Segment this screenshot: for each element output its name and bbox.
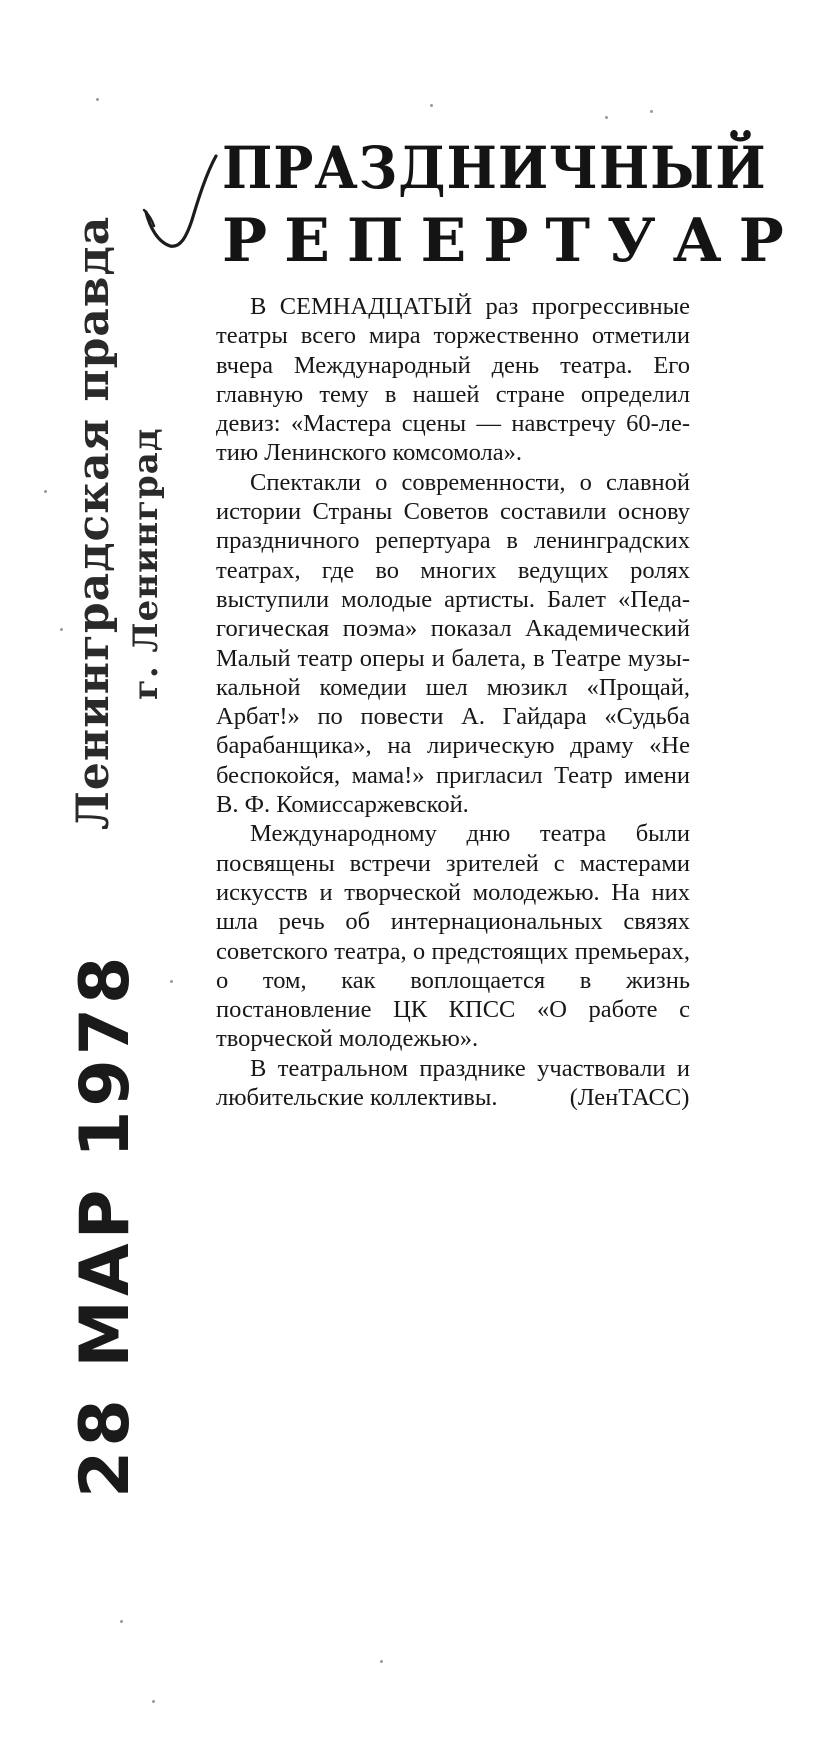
article-paragraph-2: Спектакли о современности, о славной истории Страны Советов составили основу праздничного репертуара в ленинградских театрах, где во многих ведущих ролях выступили молодые артисты. Балет «Педагогическая поэма» показал Академический Малый театр оперы и балета, в Театре музыкальной комедии шел мюзикл «Прощай, Арбат!» по повести А. Гайдара «Судьба барабанщика», на лирическую драму «Не беспокойся, мама!» пригласил Театр имени В. Ф. Комиссаржевской. bbox=[216, 468, 690, 819]
scan-speck bbox=[650, 110, 653, 113]
scan-speck bbox=[44, 490, 47, 493]
scan-speck bbox=[430, 104, 433, 107]
article-paragraph-3: Международному дню театра были посвящены встречи зрителей с мастерами искусств и творческой молодежью. На них шла речь об интернациональных связях советского театра, о предстоящих премьерах, о том, как воплощается в жизнь постановление ЦК КПСС «О работе с творческой молодежью». bbox=[216, 820, 690, 1053]
checkmark-icon bbox=[140, 150, 220, 260]
scan-speck bbox=[605, 116, 608, 119]
scan-speck bbox=[60, 628, 63, 631]
headline-line-1: ПРАЗДНИЧНЫЙ bbox=[222, 134, 767, 202]
article-headline bbox=[222, 132, 801, 278]
source-newspaper-stamp: Ленинградская правда bbox=[68, 215, 119, 830]
scan-speck bbox=[152, 1700, 155, 1703]
article-body bbox=[216, 292, 690, 1112]
article-paragraph-4: В театральном празднике участвовали и любительские коллективы. bbox=[216, 1054, 690, 1112]
scan-speck bbox=[170, 980, 173, 983]
scan-speck bbox=[120, 1620, 123, 1623]
article-paragraph-1: В СЕМНАДЦАТЫЙ раз прогрессивные театры всего мира торжественно отметили вчера Международный день театра. Его главную тему в нашей стране определил девиз: «Мастера сцены — навстречу 60-летию Ленинского комсомола». bbox=[216, 293, 690, 467]
date-stamp: 28 МАР 1978 bbox=[66, 952, 145, 1498]
scan-speck bbox=[380, 1660, 383, 1663]
article-byline: (ЛенТАСС) bbox=[569, 1084, 690, 1112]
scan-speck bbox=[96, 98, 99, 101]
source-city-stamp: г. Ленинград bbox=[126, 427, 166, 700]
headline-line-2: РЕПЕРТУАР bbox=[222, 206, 801, 276]
article-paragraph-4-wrap bbox=[216, 1054, 690, 1113]
